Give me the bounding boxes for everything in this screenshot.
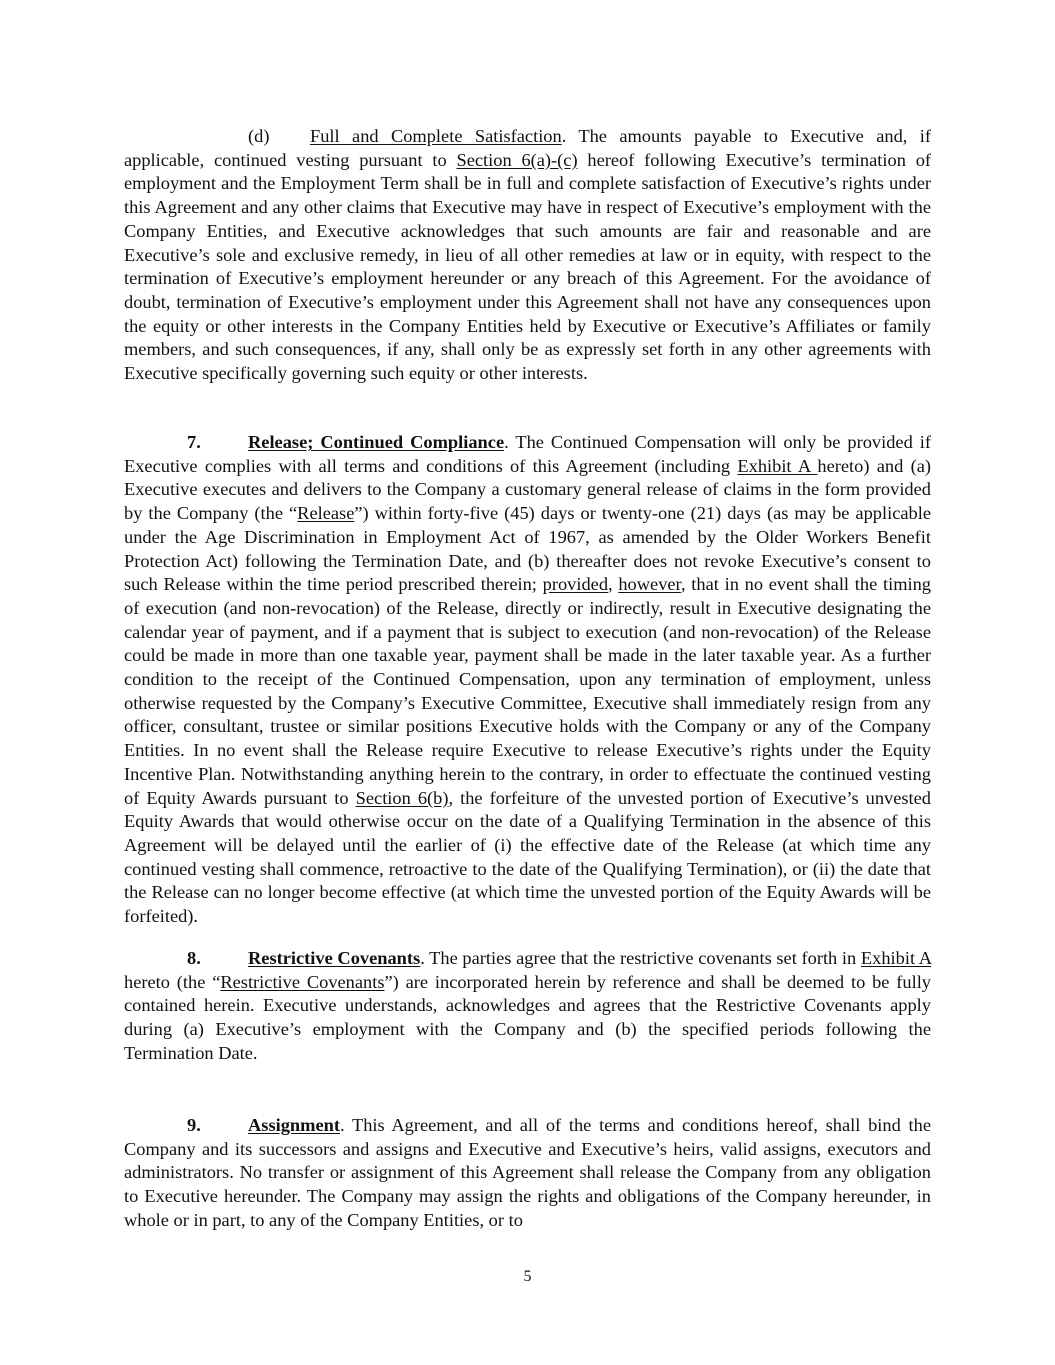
defined-term: Restrictive Covenants [220,971,385,992]
section-heading: Restrictive Covenants [248,948,421,968]
section-reference: Section 6(a)-(c) [456,149,578,170]
body-text: hereof following Executive’s termination of employment and the Employment Term shall be in full and complete satisfaction of Executive’s rights under this Agreement and any other claims that Executive may have in respect of Executive’s employment with the Company Entities, and Executive acknowledges that such amounts are fair and reasonable and are Executive’s sole and exclusive remedy, in lieu of all other remedies at law or in equity, with respect to the termination of Executive’s employment hereunder or any breach of this Agreement. For the avoidance of doubt, termination of Executive’s employment under this Agreement shall not have any consequences upon the equity or other interests in the Company Entities held by Executive or Executive’s Affiliates or family members, and such consequences, if any, shall only be as expressly set forth in any other agreements with Executive specifically governing such equity or other interests. [124,149,932,384]
body-text: . The parties agree that the restrictive covenants set forth in [420,948,861,968]
subsection-heading: Full and Complete Satisfaction [310,126,562,146]
body-text: hereto (the “ [124,971,221,992]
section-reference: Section 6(b) [355,787,449,808]
defined-term: Release [297,503,355,524]
exhibit-reference: Exhibit A [737,455,818,476]
paragraph-section-7 [124,431,931,929]
body-text: . The amounts payable to Executive and, if applicable, continued vesting pursuant to [124,126,931,170]
section-heading: Release; Continued Compliance [248,432,505,452]
section-number: 8. [187,948,201,968]
body-text: . This Agreement, and all of the terms and conditions hereof, shall bind the Company and its successors and assigns and Executive and Executive’s heirs, valid assigns, executors and administrators. No transfer or assignment of this Agreement shall release the Company from any obligation to Executive hereunder. The Company may assign the rights and obligations of the Company hereunder, in whole or in part, to any of the Company Entities, or to [124,1115,931,1230]
paragraph-section-9 [124,1114,931,1233]
section-heading: Assignment [248,1115,340,1135]
body-text: ”) are incorporated herein by reference and shall be deemed to be fully contained herein. Executive understands, acknowledges and agrees that the Restrictive Covenants apply during (a) Executive’s employment with the Company and (b) the specified periods following the Termination Date. [124,971,931,1063]
body-text: , the forfeiture of the unvested portion of Executive’s unvested Equity Awards that would otherwise occur on the date of a Qualifying Termination in the absence of this Agreement will be delayed until the earlier of (i) the effective date of the Release (at which time any continued vesting shall commence, retroactive to the date of the Qualifying Termination), or (ii) the date that the Release can no longer become effective (at which time the unvested portion of the Equity Awards will be forfeited). [124,787,932,927]
body-text: . The Continued Compensation will only be provided if Executive complies with all terms and conditions of this Agreement (including [124,432,931,476]
body-text: , that in no event shall the timing of execution (and non-revocation) of the Release, directly or indirectly, result in Executive designating the calendar year of payment, and if a payment that is subject to execution (and non-revocation) of the Release could be made in more than one taxable year, payment shall be made in the later taxable year. As a further condition to the receipt of the Continued Compensation, upon any termination of employment, unless otherwise requested by the Company’s Executive Committee, Executive shall immediately resign from any officer, consultant, trustee or similar positions Executive holds with the Company or any of the Company Entities. In no event shall the Release require Executive to release Executive’s rights under the Equity Incentive Plan. Notwithstanding anything herein to the contrary, in order to effectuate the continued vesting of Equity Awards pursuant to [124,574,931,808]
body-text: hereto) and (a) Executive executes and delivers to the Company a customary general release of claims in the form provided by the Company (the “ [124,455,931,524]
defined-term: however [618,574,681,595]
section-number: 9. [187,1115,201,1135]
section-number: 7. [187,432,201,452]
defined-term: provided [542,574,609,595]
paragraph-6d [124,125,931,386]
page-number: 5 [523,1268,532,1285]
exhibit-reference: Exhibit A [860,948,931,968]
body-text: , [608,574,619,595]
subsection-label: (d) [248,126,270,146]
body-text: ”) within forty-five (45) days or twenty-one (21) days (as may be applicable under the Age Discrimination in Employment Act of 1967, as amended by the Older Workers Benefit Protection Act) following the Termination Date, and (b) thereafter does not revoke Executive’s consent to such Release within the time period prescribed therein; [124,503,931,595]
paragraph-section-8 [124,947,931,1066]
